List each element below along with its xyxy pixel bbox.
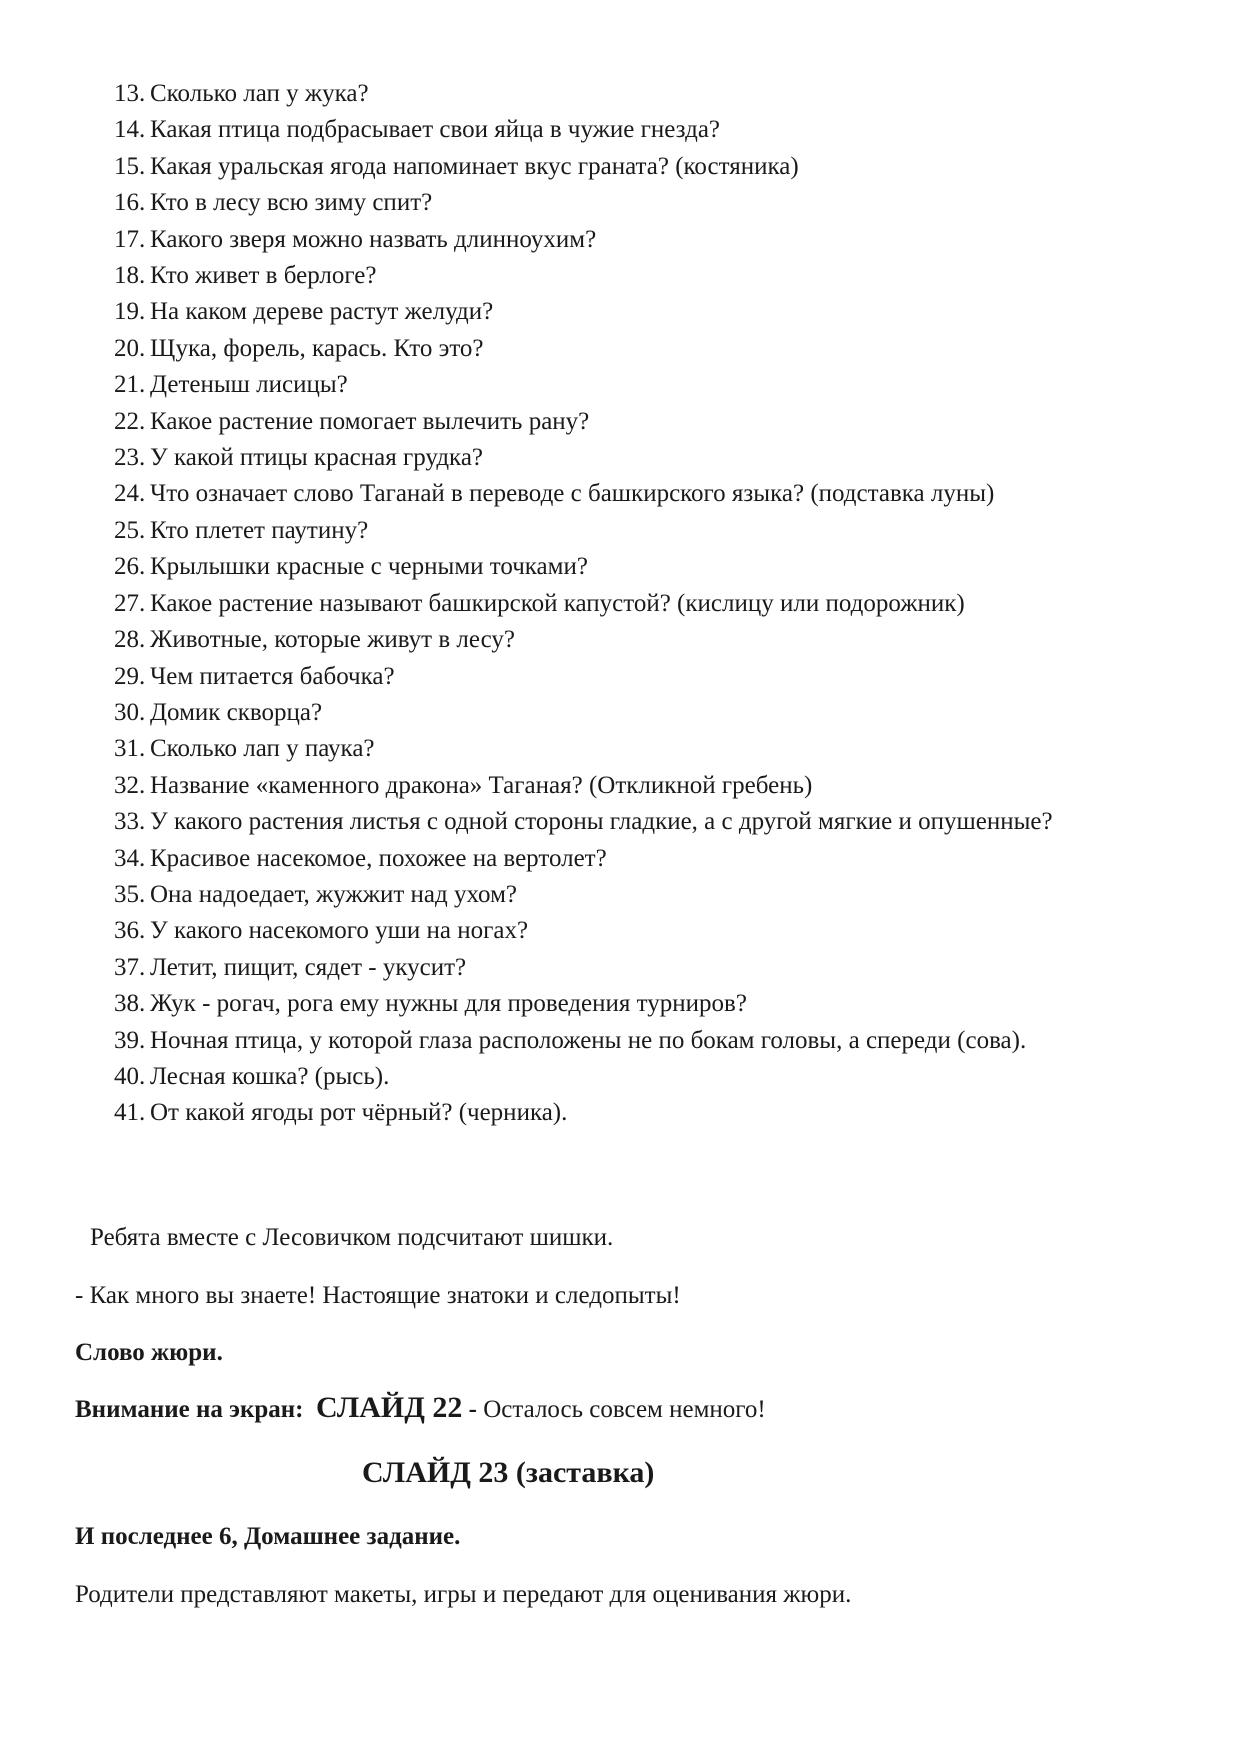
slide-23-heading: СЛАЙД 23 (заставка) — [362, 1456, 655, 1489]
item-number: 37. — [114, 953, 146, 981]
item-number: 23. — [114, 444, 146, 472]
item-number: 16. — [114, 189, 146, 217]
list-item — [0, 258, 1170, 294]
item-number: 17. — [114, 225, 146, 253]
attention-label: Внимание на экран: — [75, 1396, 304, 1423]
item-text: Щука, форель, карась. Кто это? — [150, 334, 484, 362]
parents-paragraph: Родители представляют макеты, игры и передают для оценивания жюри. — [75, 1581, 852, 1608]
item-text: Кто в лесу всю зиму спит? — [150, 189, 433, 217]
item-text: Ночная птица, у которой глаза расположены не по бокам головы, а спереди (сова). — [150, 1026, 1027, 1054]
list-item — [0, 222, 1170, 258]
kids-count-paragraph: Ребята вместе с Лесовичком подсчитают шишки. — [90, 1224, 614, 1251]
item-number: 22. — [114, 407, 146, 435]
item-number: 29. — [114, 662, 146, 690]
item-text: Крылышки красные с черными точками? — [150, 553, 588, 581]
list-item — [0, 695, 1170, 731]
list-item — [0, 513, 1170, 549]
item-text: Что означает слово Таганай в переводе с башкирского языка? (подставка луны) — [150, 480, 995, 508]
item-number: 24. — [114, 480, 146, 508]
slide-22-label: СЛАЙД 22 — [316, 1391, 463, 1424]
item-number: 15. — [114, 152, 146, 180]
list-item — [0, 367, 1170, 403]
item-number: 35. — [114, 880, 146, 908]
list-item — [0, 950, 1170, 986]
list-item — [0, 1095, 1170, 1131]
item-text: У какой птицы красная грудка? — [150, 444, 484, 472]
item-number: 27. — [114, 589, 146, 617]
item-text: Сколько лап у жука? — [150, 80, 369, 107]
list-item — [0, 294, 1170, 330]
last-task-heading: И последнее 6, Домашнее задание. — [75, 1523, 461, 1550]
item-text: На каком дереве растут желуди? — [150, 298, 494, 326]
item-number: 19. — [114, 298, 146, 326]
item-number: 32. — [114, 771, 146, 799]
item-number: 36. — [114, 917, 146, 945]
item-text: От какой ягоды рот чёрный? (черника). — [150, 1099, 568, 1127]
item-number: 25. — [114, 516, 146, 544]
item-text: Домик скворца? — [150, 698, 323, 726]
item-text: Какая уральская ягода напоминает вкус граната? (костяника) — [150, 152, 799, 180]
item-number: 38. — [114, 990, 146, 1018]
item-text: У какого насекомого уши на ногах? — [150, 917, 529, 945]
item-number: 20. — [114, 334, 146, 362]
list-item — [0, 804, 1170, 840]
list-item — [0, 841, 1170, 877]
item-number: 40. — [114, 1062, 146, 1090]
item-number: 26. — [114, 553, 146, 581]
praise-paragraph: - Как много вы знаете! Настоящие знатоки и следопыты! — [75, 1282, 681, 1309]
item-number: 18. — [114, 262, 146, 290]
item-number: 34. — [114, 844, 146, 872]
slide-22-dash: - — [462, 1396, 484, 1423]
list-item — [0, 149, 1170, 185]
list-item — [0, 622, 1170, 658]
item-text: Лесная кошка? (рысь). — [150, 1062, 390, 1090]
list-item — [0, 1059, 1170, 1095]
item-text: Она надоедает, жужжит над ухом? — [150, 880, 517, 908]
item-number: 41. — [114, 1099, 146, 1127]
item-text: Красивое насекомое, похожее на вертолет? — [150, 844, 607, 872]
list-item — [0, 986, 1170, 1022]
list-item — [0, 913, 1170, 949]
item-number: 28. — [114, 626, 146, 654]
item-text: Чем питается бабочка? — [150, 662, 395, 690]
slide-22-line — [75, 1392, 766, 1426]
question-list — [0, 76, 1240, 1132]
item-text: Жук - рогач, рога ему нужны для проведения турниров? — [150, 990, 747, 1018]
item-text: Какая птица подбрасывает свои яйца в чужие гнезда? — [150, 116, 721, 144]
list-item — [0, 1023, 1170, 1059]
list-item — [0, 549, 1170, 585]
list-item — [0, 586, 1170, 622]
item-number: 13. — [114, 80, 146, 107]
list-item — [0, 331, 1170, 367]
item-text: Название «каменного дракона» Таганая? (Откликной гребень) — [150, 771, 813, 799]
item-text: Кто живет в берлоге? — [150, 262, 377, 290]
jury-word-heading: Слово жюри. — [75, 1339, 223, 1366]
item-text: Кто плетет паутину? — [150, 516, 369, 544]
slide-22-text: Осталось совсем немного! — [483, 1396, 766, 1423]
item-number: 31. — [114, 735, 146, 763]
list-item — [0, 476, 1170, 512]
list-item — [0, 877, 1170, 913]
item-text: Животные, которые живут в лесу? — [150, 626, 515, 654]
item-text: Какого зверя можно назвать длинноухим? — [150, 225, 597, 253]
list-item — [0, 185, 1170, 221]
list-item — [0, 404, 1170, 440]
item-number: 39. — [114, 1026, 146, 1054]
list-item — [0, 768, 1170, 804]
item-text: Детеныш лисицы? — [150, 371, 348, 399]
item-text: У какого растения листья с одной стороны гладкие, а с другой мягкие и опушенные? — [150, 808, 1053, 836]
list-item — [0, 112, 1170, 148]
item-number: 30. — [114, 698, 146, 726]
item-number: 33. — [114, 808, 146, 836]
list-item — [0, 76, 1170, 112]
list-item — [0, 440, 1170, 476]
list-item — [0, 659, 1170, 695]
item-text: Какое растение называют башкирской капустой? (кислицу или подорожник) — [150, 589, 965, 617]
item-text: Сколько лап у паука? — [150, 735, 375, 763]
item-text: Летит, пищит, сядет - укусит? — [150, 953, 467, 981]
item-number: 21. — [114, 371, 146, 399]
list-item — [0, 731, 1170, 767]
item-text: Какое растение помогает вылечить рану? — [150, 407, 590, 435]
item-number: 14. — [114, 116, 146, 144]
